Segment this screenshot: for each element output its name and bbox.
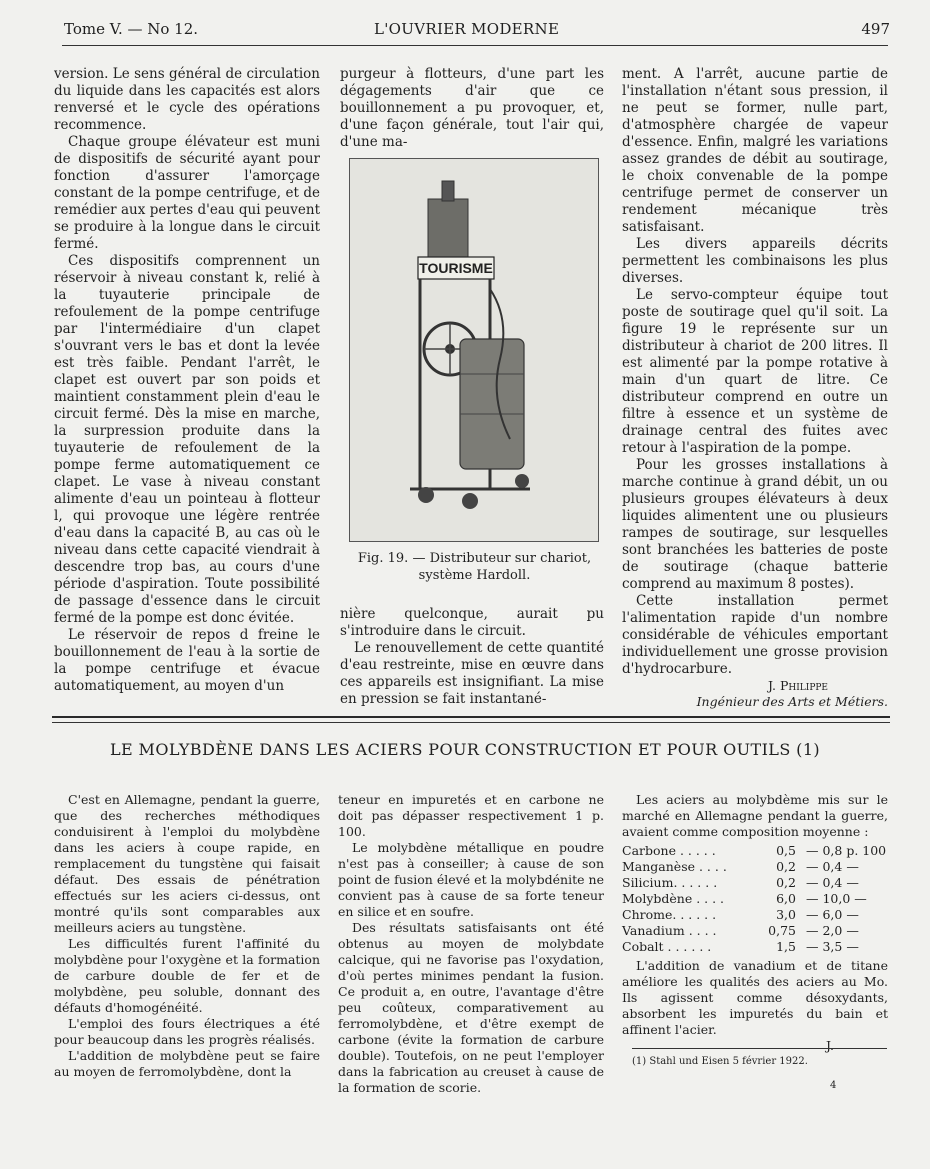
paragraph: Le renouvellement de cette quantité d'eau restreinte, mise en œuvre dans ces appareils est insignifiant. La mise en pression se fait instantané- (340, 640, 604, 707)
min-value: 0,75 (768, 923, 796, 938)
max-value: — 0,8 p. 100 (806, 843, 887, 858)
volume-issue: Tome V. — No 12. (64, 20, 199, 38)
element-name: Carbone . . . . . (622, 843, 716, 858)
paragraph: Chaque groupe élévateur est muni de dispositifs de sécurité ayant pour fonction d'assurer l'amorçage constant de la pompe centrifuge, et de remédier aux pertes d'eau qui peuvent se produire à la longue dans le circuit fermé. (54, 134, 320, 252)
max-value: — 3,5 — (806, 939, 859, 954)
element-name: Chrome. . . . . . (622, 907, 717, 922)
paragraph: L'addition de molybdène peut se faire au moyen de ferromolybdène, dont la (54, 1048, 320, 1079)
paragraph: ment. A l'arrêt, aucune partie de l'installation n'étant sous pression, il ne peut se former, nulle part, d'atmosphère chargée de vapeur d'essence. Enfin, malgré les variations assez grandes de débit au soutirage, le choix convenable de la pompe centrifuge permet de conserver un rendement mécanique très satisfaisant. (622, 66, 888, 235)
page-number: 497 (861, 20, 890, 38)
bottom-col-1 (54, 792, 320, 1080)
composition-row (622, 907, 886, 923)
paragraph: Le molybdène métallique en poudre n'est pas à conseiller; à cause de son point de fusion élevé et la molybdénite ne convient pas à cause de sa forte teneur en silice et en soufre. (338, 840, 604, 919)
paragraph: purgeur à flotteurs, d'une part les dégagements d'air que ce bouillonnement a pu provoquer, et, d'une façon générale, tout l'air qui, d'une ma- (340, 66, 604, 150)
composition-row (622, 859, 886, 875)
paragraph: Des résultats satisfaisants ont été obtenus au moyen de molybdate calcique, qui ne favorise pas l'oxydation, d'où pertes minimes pendant la fusion. Ce produit a, en outre, l'avantage d'être peu coûteux, comparativement au ferromolybdène, et d'être exempt de carbone (évite la formation de carbure double). Toutefois, on ne peut l'employer dans la fabrication au creuset à cause de la formation de scorie. (338, 920, 604, 1095)
min-value: 0,2 (776, 875, 796, 890)
max-value: — 10,0 — (806, 891, 867, 906)
min-value: 0,2 (776, 859, 796, 874)
author-title: Ingénieur des Arts et Métiers. (696, 694, 888, 709)
min-value: 0,5 (776, 843, 796, 858)
paragraph: Ces dispositifs comprennent un réservoir à niveau constant k, relié à la tuyauterie principale de refoulement de la pompe centrifuge par l'intermédiaire d'un clapet s'ouvrant vers le bas et dont la levée est très faible. Pendant l'arrêt, le clapet est ouvert par son poids et maintient constamment plein d'eau le circuit fermé. Dès la mise en marche, la surpression produite dans la tuyauterie de refoulement de la pompe ferme automatiquement ce clapet. Le vase à niveau constant alimente d'eau un pointeau à flotteur l, qui provoque une légère rentrée d'eau dans la capacité B, au cas où le niveau dans cette capacité viendrait à descendre trop bas, au cours d'une période d'aspiration. Toute possibilité de passage d'essence dans le circuit fermé de la pompe est donc évitée. (54, 253, 320, 626)
element-name: Vanadium . . . . (622, 923, 717, 938)
top-col-3 (622, 66, 888, 710)
author-name: J. Philippe (767, 678, 828, 693)
max-value: — 2,0 — (806, 923, 859, 938)
figure-19 (349, 158, 599, 542)
min-value: 1,5 (776, 939, 796, 954)
footnote: (1) Stahl und Eisen 5 février 1922. (632, 1056, 808, 1067)
article-title: LE MOLYBDÈNE DANS LES ACIERS POUR CONSTRUCTION ET POUR OUTILS (1) (109, 740, 821, 759)
paragraph: L'emploi des fours électriques a été pour beaucoup dans les progrès réalisés. (54, 1016, 320, 1047)
composition-row (622, 891, 886, 907)
footnote-rule (632, 1048, 887, 1049)
paragraph: Pour les grosses installations à marche continue à grand débit, un ou plusieurs groupes élévateurs à deux liquides alimentent une ou plusieurs rampes de soutirage, sur lesquelles sont branchées les batteries de poste de soutirage (chaque batterie comprend au maximum 8 postes). (622, 457, 888, 592)
min-value: 3,0 (776, 907, 796, 922)
element-name: Silicium. . . . . . (622, 875, 718, 890)
caption-line: Fig. 19. — Distributeur sur chariot, (357, 551, 592, 566)
composition-row (622, 923, 886, 939)
paragraph: Le servo-compteur équipe tout poste de soutirage quel qu'il soit. La figure 19 le représente sur un distributeur à chariot de 200 litres. Il est alimenté par la pompe rotative à main d'un quart de litre. Ce distributeur comprend en outre un filtre à essence et un système de drainage central des fuites avec retour à l'aspiration de la pompe. (622, 287, 888, 456)
element-name: Manganèse . . . . (622, 859, 727, 874)
signature-mark: 4 (830, 1080, 837, 1091)
paragraph: L'addition de vanadium et de titane améliore les qualités des aciers au Mo. Ils agissent comme désoxydants, absorbent les impuretés du bain et affinent l'acier. (622, 958, 888, 1037)
paragraph: teneur en impuretés et en carbone ne doit pas dépasser respectivement 1 p. 100. (338, 792, 604, 839)
article-signature: J. (825, 1038, 834, 1053)
paragraph: Les divers appareils décrits permettent les combinaisons les plus diverses. (622, 236, 888, 286)
max-value: — 6,0 — (806, 907, 859, 922)
bottom-col-3 (622, 792, 888, 1054)
element-name: Cobalt . . . . . . (622, 939, 712, 954)
figure-caption (352, 550, 597, 584)
paragraph: Le réservoir de repos d freine le bouillonnement de l'eau à la sortie de la pompe centrifuge et évacue automatiquement, au moyen d'un (54, 627, 320, 694)
max-value: — 0,4 — (806, 875, 859, 890)
fuel-dispenser-illustration (350, 159, 598, 541)
composition-row (622, 875, 886, 891)
running-header (64, 20, 890, 42)
paragraph: nière quelconque, aurait pu s'introduire dans le circuit. (340, 606, 604, 639)
bottom-col-2 (338, 792, 604, 1096)
header-rule (62, 45, 888, 46)
composition-row (622, 843, 886, 859)
paragraph: Les aciers au molybdème mis sur le marché en Allemagne pendant la guerre, avaient comme composition moyenne : (622, 792, 888, 839)
paragraph: version. Le sens général de circulation du liquide dans les capacités est alors renversé et le cycle des opérations recommence. (54, 66, 320, 133)
max-value: — 0,4 — (806, 859, 859, 874)
paragraph: C'est en Allemagne, pendant la guerre, que des recherches méthodiques conduisirent à l'emploi du molybdène dans les aciers à coupe rapide, en remplacement du tungstène qui faisait défaut. Des essais de pénétration effectués sur les aciers ci-dessus, ont montré qu'ils sont comparables aux meilleurs aciers au tungstène. (54, 792, 320, 935)
article-separator (52, 716, 890, 718)
caption-line: système Hardoll. (418, 568, 531, 583)
top-col-1 (54, 66, 320, 695)
composition-row (622, 939, 886, 955)
paragraph: Cette installation permet l'alimentation rapide d'un nombre considérable de véhicules emportant individuellement une grosse provision d'hydrocarbure. (622, 593, 888, 677)
element-name: Molybdène . . . . (622, 891, 725, 906)
composition-table (622, 843, 886, 955)
sign-label: TOURISME (419, 260, 493, 276)
article-separator-thin (52, 722, 890, 723)
min-value: 6,0 (776, 891, 796, 906)
paragraph: Les difficultés furent l'affinité du molybdène pour l'oxygène et la formation de carbure double de fer et de molybdène, peu soluble, donnant des défauts d'homogénéité. (54, 936, 320, 1015)
journal-title: L'OUVRIER MODERNE (374, 20, 560, 38)
top-col-2-lower (340, 606, 604, 708)
author-signature (622, 678, 888, 710)
top-col-2-upper (340, 66, 604, 151)
